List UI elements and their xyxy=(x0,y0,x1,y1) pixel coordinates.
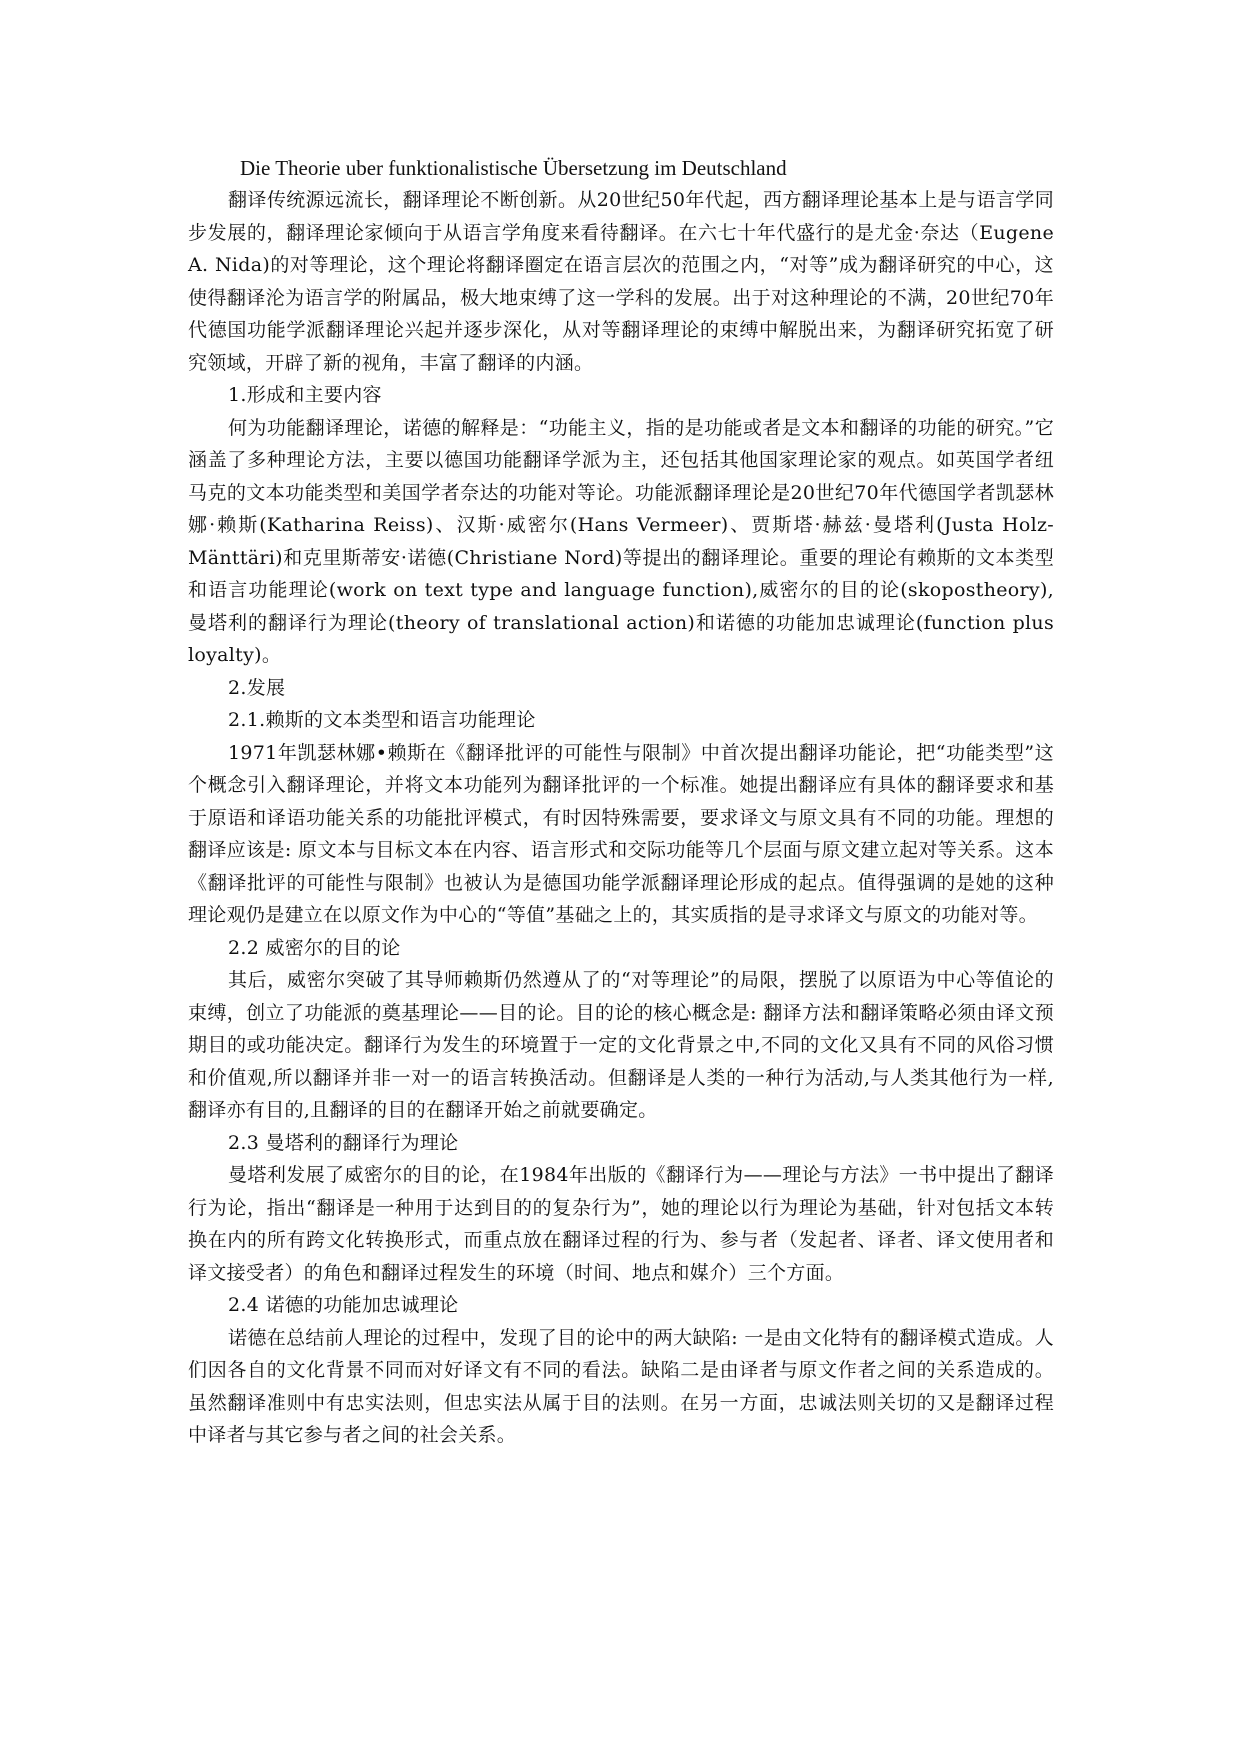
section-2-4-heading: 2.4 诺德的功能加忠诚理论 xyxy=(228,1294,459,1316)
section-2-2-paragraph: 其后，威密尔突破了其导师赖斯仍然遵从了的“对等理论”的局限，摆脱了以原语为中心等值论的束缚，创立了功能派的奠基理论——目的论。目的论的核心概念是: 翻译方法和翻译策略必须由译文预期目的或功能决定。翻译行为发生的环境置于一定的文化背景之中,不同的文化又具有不同的风俗习惯和价值观,所以翻译并非一对一的语言转换活动。但翻译是人类的一种行为活动,与人类其他行为一样,翻译亦有目的,且翻译的目的在翻译开始之前就要确定。 xyxy=(188,969,1054,1121)
section-1-heading: 1.形成和主要内容 xyxy=(228,384,382,406)
section-2-3-paragraph: 曼塔利发展了威密尔的目的论，在1984年出版的《翻译行为——理论与方法》一书中提出了翻译行为论，指出“翻译是一种用于达到目的的复杂行为”，她的理论以行为理论为基础，针对包括文本转换在内的所有跨文化转换形式，而重点放在翻译过程的行为、参与者（发起者、译者、译文使用者和译文接受者）的角色和翻译过程发生的环境（时间、地点和媒介）三个方面。 xyxy=(188,1164,1054,1284)
section-2-3-heading: 2.3 曼塔利的翻译行为理论 xyxy=(228,1131,459,1154)
section-2-1-paragraph: 1971年凯瑟林娜•赖斯在《翻译批评的可能性与限制》中首次提出翻译功能论，把“功能类型”这个概念引入翻译理论，并将文本功能列为翻译批评的一个标准。她提出翻译应有具体的翻译要求和基于原语和译语功能关系的功能批评模式，有时因特殊需要，要求译文与原文具有不同的功能。理想的翻译应该是: 原文本与目标文本在内容、语言形式和交际功能等几个层面与原文建立起对等关系。这本《翻译批评的可能性与限制》也被认为是德国功能学派翻译理论形成的起点。值得强调的是她的这种理论观仍是建立在以原文作为中心的“等值”基础之上的，其实质指的是寻求译文与原文的功能对等。 xyxy=(188,741,1054,926)
section-2-2-heading: 2.2 威密尔的目的论 xyxy=(228,936,401,959)
intro-paragraph: 翻译传统源远流长，翻译理论不断创新。从20世纪50年代起，西方翻译理论基本上是与语言学同步发展的，翻译理论家倾向于从语言学角度来看待翻译。在六七十年代盛行的是尤金·奈达（Eugene A. Nida)的对等理论，这个理论将翻译圈定在语言层次的范围之内，“对等”成为翻译研究的中心，这使得翻译沦为语言学的附属品，极大地束缚了这一学科的发展。出于对这种理论的不满，20世纪70年代德国功能学派翻译理论兴起并逐步深化，从对等翻译理论的束缚中解脱出来，为翻译研究拓宽了研究领域，开辟了新的视角，丰富了翻译的内涵。 xyxy=(188,189,1054,374)
document-title: Die Theorie uber funktionalistische Übersetzung im Deutschland xyxy=(240,156,787,180)
section-1-paragraph: 何为功能翻译理论，诺德的解释是：“功能主义，指的是功能或者是文本和翻译的功能的研究。”它涵盖了多种理论方法，主要以德国功能翻译学派为主，还包括其他国家理论家的观点。如英国学者纽马克的文本功能类型和美国学者奈达的功能对等论。功能派翻译理论是20世纪70年代德国学者凯瑟林娜·赖斯(Katharina Reiss)、汉斯·威密尔(Hans Vermeer)、贾斯塔·赫兹·曼塔利(Justa Holz-Mänttäri)和克里斯蒂安·诺德(Christiane Nord)等提出的翻译理论。重要的理论有赖斯的文本类型和语言功能理论(work on text type and language function),威密尔的目的论(skopostheory),曼塔利的翻译行为理论(theory of translational action)和诺德的功能加忠诚理论(function plus loyalty)。 xyxy=(188,416,1054,666)
section-2-4-paragraph: 诺德在总结前人理论的过程中，发现了目的论中的两大缺陷: 一是由文化特有的翻译模式造成。人们因各自的文化背景不同而对好译文有不同的看法。缺陷二是由译者与原文作者之间的关系造成的。虽然翻译准则中有忠实法则，但忠实法从属于目的法则。在另一方面，忠诚法则关切的又是翻译过程中译者与其它参与者之间的社会关系。 xyxy=(188,1326,1054,1446)
document-page xyxy=(188,152,1054,1452)
section-2-1-heading: 2.1.赖斯的文本类型和语言功能理论 xyxy=(228,709,536,731)
section-2-heading: 2.发展 xyxy=(228,676,286,699)
